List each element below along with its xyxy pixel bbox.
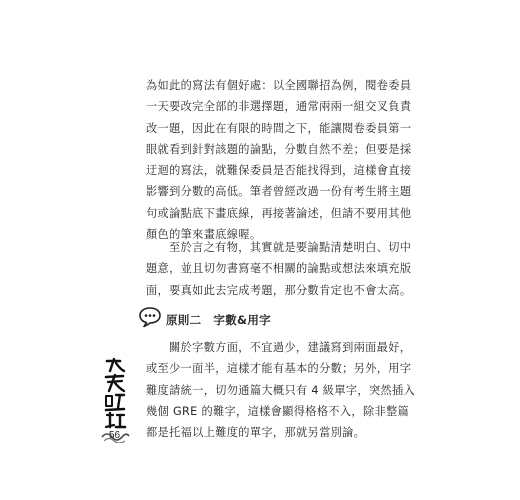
paragraph-line: 句或論點底下畫底線，再接著論述，但請不要用其他: [146, 206, 412, 220]
speech-bubble-icon: [138, 306, 162, 328]
principle-number: 原則二: [166, 313, 202, 327]
section-heading-label: [166, 312, 271, 328]
paragraph-line: 顏色的筆來畫底線喔。: [146, 228, 262, 242]
paragraph-line: 迂迴的寫法，就難保委員是否能找得到，這樣會直接: [146, 164, 412, 178]
section-heading: [138, 305, 271, 329]
paragraph-3: [146, 337, 416, 443]
paragraph-line: 為如此的寫法有個好處：以全國聯招為例，閱卷委員: [146, 79, 412, 92]
paragraph-line: 眼就看到針對該題的論點，分數自然不差；但要是採: [146, 142, 412, 156]
paragraph-line: 至於言之有物，其實就是要論點清楚明白、切中: [169, 241, 412, 254]
paragraph-line: 或至少一面半，這樣才能有基本的分數；另外，用字: [146, 362, 412, 376]
paragraph-line: 影響到分數的高低。筆者曾經改過一份有考生將主題: [146, 185, 412, 199]
paragraph-1: [146, 75, 412, 245]
paragraph-line: 一天要改完全部的非選擇題，通常兩兩一組交叉負責: [146, 100, 412, 114]
paragraph-line: 題意，並且切勿書寫毫不相關的論點或想法來填充版: [146, 262, 412, 276]
paragraph-line: 面，要真如此去完成考題，那分數肯定也不會太高。: [146, 283, 412, 297]
paragraph-line: 幾個 GRE 的難字，這樣會顯得格格不入，除非整篇: [146, 404, 410, 418]
page-number: 56: [109, 430, 121, 441]
paragraph-line: 關於字數方面，不宜過少，建議寫到兩面最好，: [169, 341, 412, 354]
paragraph-line: 難度請統一，切勿通篇大概只有 4 級單字，突然插入: [146, 383, 416, 397]
paragraph-line: 改一題，因此在有限的時間之下，能讓閱卷委員第一: [146, 121, 412, 135]
paragraph-2: [146, 237, 412, 301]
paragraph-line: 都是托福以上難度的單字，那就另當別論。: [146, 426, 366, 440]
principle-topic: 字數&用字: [213, 313, 271, 327]
